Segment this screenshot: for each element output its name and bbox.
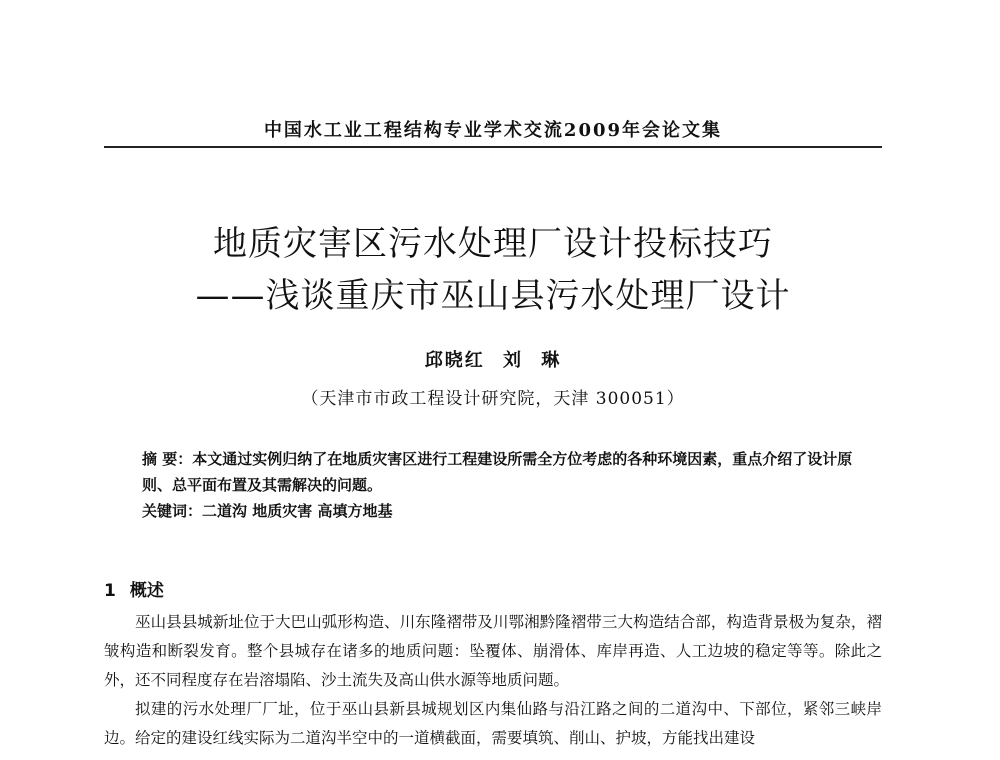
keywords-label: 关键词： (142, 502, 203, 520)
section-body (104, 608, 882, 753)
header-rule (104, 146, 882, 148)
running-header: 中国水工业工程结构专业学术交流2009年会论文集 (263, 120, 723, 141)
paper-title-line1: 地质灾害区污水处理厂设计投标技巧 (213, 224, 773, 264)
abstract-text: 本文通过实例归纳了在地质灾害区进行工程建设所需全方位考虑的各种环境因素，重点介绍了设计原则、总平面布置及其需解决的问题。 (142, 450, 853, 494)
section-number: 1 (104, 581, 116, 601)
body-paragraph: 巫山县县城新址位于大巴山弧形构造、川东隆褶带及川鄂湘黔隆褶带三大构造结合部，构造背景极为复杂，褶皱构造和断裂发育。整个县城存在诸多的地质问题：坠覆体、崩滑体、库岸再造、人工边坡的稳定等等。除此之外，还不同程度存在岩溶塌陷、沙土流失及高山供水源等地质问题。 (104, 613, 882, 689)
section-heading (104, 576, 164, 601)
keywords-text: 二道沟 地质灾害 高填方地基 (202, 502, 393, 520)
abstract (142, 446, 862, 498)
paper-title-line2: ——浅谈重庆市巫山县污水处理厂设计 (195, 276, 791, 316)
section-title: 概述 (129, 581, 164, 601)
abstract-label: 摘 要： (142, 450, 193, 468)
body-paragraph: 拟建的污水处理厂厂址，位于巫山县新县城规划区内集仙路与沿江路之间的二道沟中、下部位，紧邻三峡岸边。给定的建设红线实际为二道沟半空中的一道横截面，需要填筑、削山、护坡，方能找出建设 (104, 700, 882, 747)
authors: 邱晓红 刘 琳 (424, 350, 562, 371)
affiliation: （天津市市政工程设计研究院，天津 300051） (301, 389, 685, 409)
keywords (142, 498, 862, 524)
